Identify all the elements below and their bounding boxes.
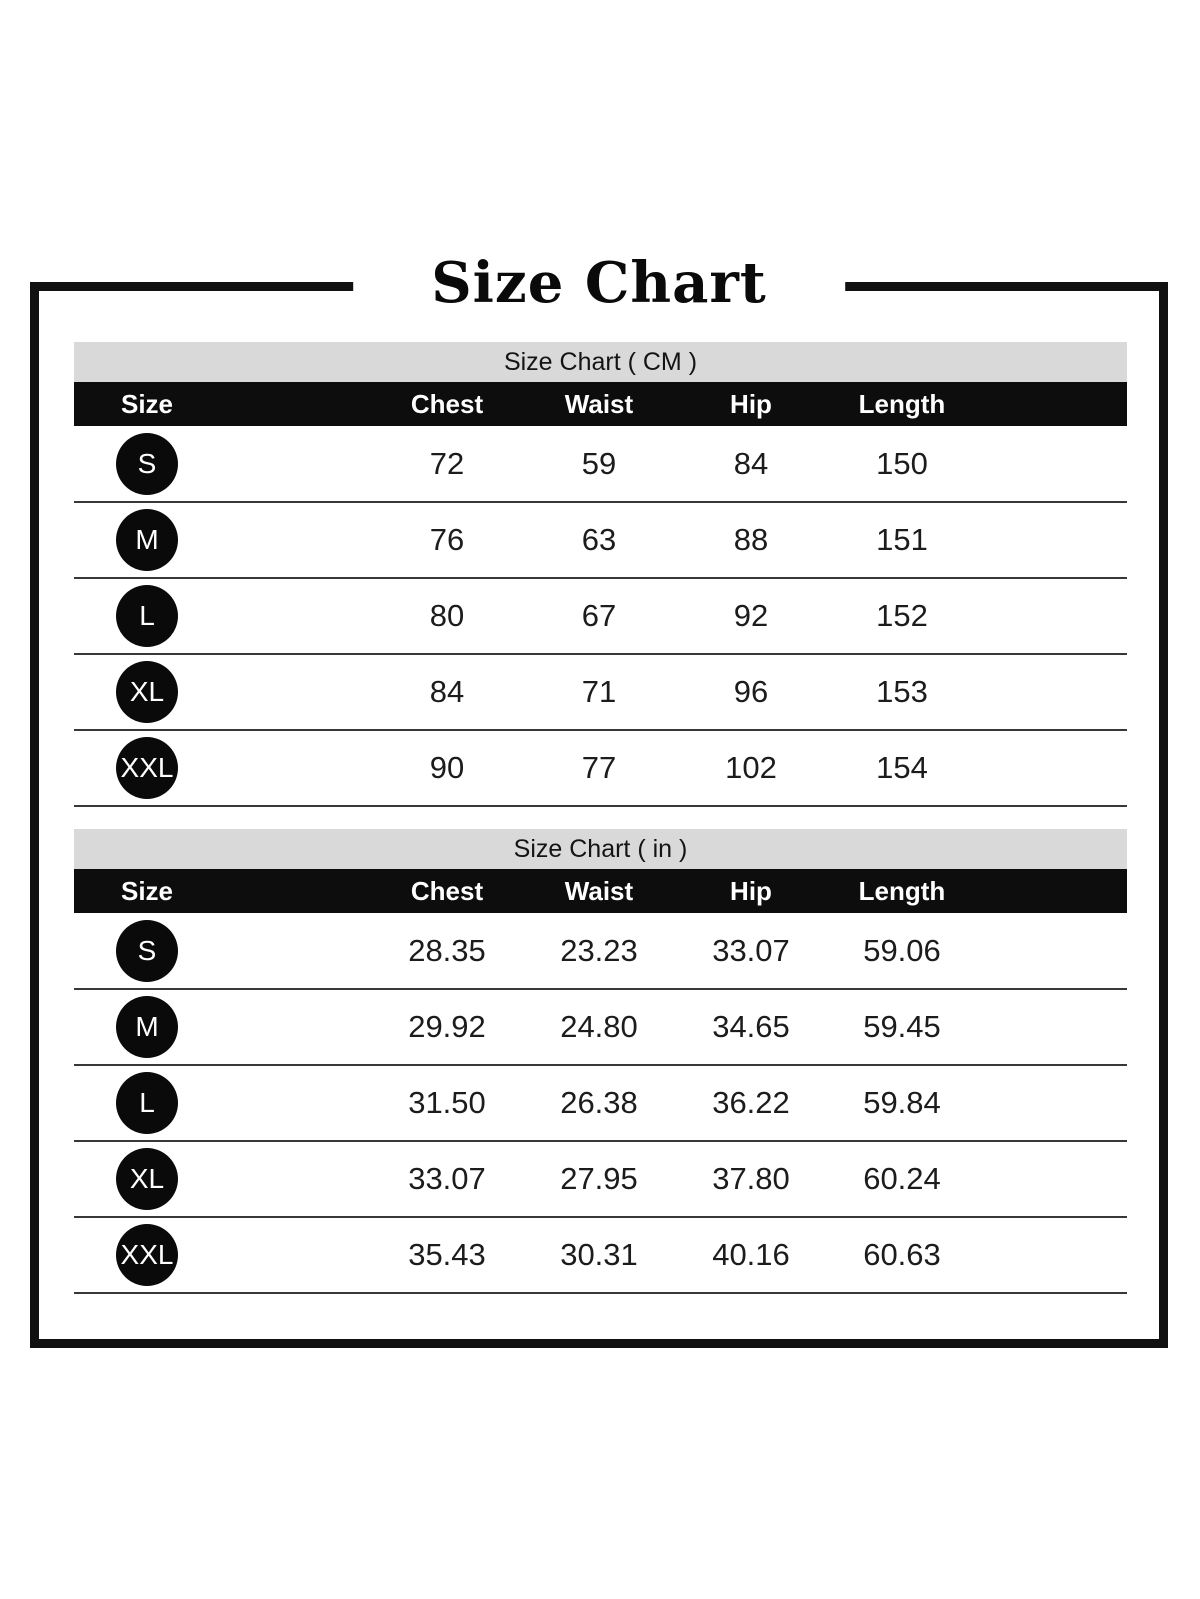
- size-badge: XL: [116, 661, 178, 723]
- column-header-hip: Hip: [730, 875, 772, 906]
- table-row: [74, 989, 1127, 1065]
- spacer-cell: [977, 730, 1127, 806]
- size-badge: M: [116, 996, 178, 1058]
- column-header-length: Length: [858, 875, 946, 906]
- size-cell: [74, 654, 220, 730]
- size-cell: [74, 1217, 220, 1293]
- value-cell: 34.65: [712, 1009, 790, 1044]
- spacer-cell: [220, 913, 371, 989]
- column-header-hip: Hip: [730, 388, 772, 419]
- size-badge: S: [116, 433, 178, 495]
- value-cell: 35.43: [408, 1237, 486, 1272]
- column-header-size: Size: [120, 388, 174, 419]
- table-caption-cm: Size Chart ( CM ): [74, 342, 1127, 382]
- spacer-cell: [220, 578, 371, 654]
- size-badge: M: [116, 509, 178, 571]
- tables-container: [39, 291, 1159, 1294]
- value-cell: 59.06: [863, 932, 941, 968]
- value-cell: 71: [581, 674, 617, 709]
- size-badge: XXL: [116, 737, 178, 799]
- size-cell: [74, 578, 220, 654]
- column-header-chest: Chest: [410, 388, 484, 419]
- value-cell: 33.07: [712, 932, 790, 968]
- size-chart-in-section: [74, 829, 1127, 1294]
- column-spacer: [220, 382, 371, 426]
- value-cell: 37.80: [712, 1161, 790, 1196]
- size-badge: L: [116, 585, 178, 647]
- column-spacer: [977, 382, 1127, 426]
- value-cell: 92: [733, 598, 769, 633]
- value-cell: 84: [733, 445, 769, 481]
- column-spacer: [220, 869, 371, 913]
- table-row: [74, 1065, 1127, 1141]
- size-badge: L: [116, 1072, 178, 1134]
- value-cell: 26.38: [560, 1085, 638, 1120]
- size-chart-cm-table: [74, 382, 1127, 807]
- size-cell: [74, 502, 220, 578]
- spacer-cell: [977, 1141, 1127, 1217]
- spacer-cell: [977, 654, 1127, 730]
- size-cell: [74, 1141, 220, 1217]
- column-header-length: Length: [858, 388, 946, 419]
- spacer-cell: [977, 1065, 1127, 1141]
- value-cell: 150: [876, 445, 928, 481]
- value-cell: 29.92: [408, 1009, 486, 1044]
- column-header-chest: Chest: [410, 875, 484, 906]
- spacer-cell: [220, 1217, 371, 1293]
- table-row: [74, 1141, 1127, 1217]
- size-cell: [74, 1065, 220, 1141]
- value-cell: 67: [581, 598, 617, 633]
- size-chart-cm-section: [74, 342, 1127, 807]
- spacer-cell: [977, 989, 1127, 1065]
- spacer-cell: [977, 578, 1127, 654]
- spacer-cell: [977, 502, 1127, 578]
- value-cell: 24.80: [560, 1009, 638, 1044]
- table-row: [74, 1217, 1127, 1293]
- value-cell: 151: [876, 522, 928, 557]
- header-row: [74, 382, 1127, 426]
- value-cell: 152: [876, 598, 928, 633]
- value-cell: 60.24: [863, 1161, 941, 1196]
- size-chart-in-table: [74, 869, 1127, 1294]
- value-cell: 36.22: [712, 1085, 790, 1120]
- value-cell: 72: [429, 445, 465, 481]
- value-cell: 80: [429, 598, 465, 633]
- size-badge: XL: [116, 1148, 178, 1210]
- value-cell: 153: [876, 674, 928, 709]
- size-chart-frame: [30, 250, 1168, 1348]
- size-cell: [74, 426, 220, 502]
- value-cell: 33.07: [408, 1161, 486, 1196]
- value-cell: 63: [581, 522, 617, 557]
- spacer-cell: [220, 426, 371, 502]
- table-row: [74, 426, 1127, 502]
- value-cell: 90: [429, 750, 465, 785]
- value-cell: 84: [429, 674, 465, 709]
- size-badge: S: [116, 920, 178, 982]
- table-row: [74, 730, 1127, 806]
- page-title: Size Chart: [353, 251, 845, 315]
- table-row: [74, 654, 1127, 730]
- table-row: [74, 913, 1127, 989]
- column-header-waist: Waist: [564, 875, 634, 906]
- value-cell: 77: [581, 750, 617, 785]
- table-caption-in: Size Chart ( in ): [74, 829, 1127, 869]
- table-row: [74, 578, 1127, 654]
- size-cell: [74, 989, 220, 1065]
- value-cell: 102: [725, 750, 777, 785]
- size-cell: [74, 730, 220, 806]
- value-cell: 40.16: [712, 1237, 790, 1272]
- spacer-cell: [220, 730, 371, 806]
- spacer-cell: [220, 1141, 371, 1217]
- value-cell: 96: [733, 674, 769, 709]
- value-cell: 59.84: [863, 1085, 941, 1120]
- value-cell: 30.31: [560, 1237, 638, 1272]
- value-cell: 59: [581, 445, 617, 481]
- table-row: [74, 502, 1127, 578]
- value-cell: 59.45: [863, 1009, 941, 1044]
- value-cell: 76: [429, 522, 465, 557]
- spacer-cell: [220, 502, 371, 578]
- value-cell: 27.95: [560, 1161, 638, 1196]
- header-row: [74, 869, 1127, 913]
- spacer-cell: [220, 1065, 371, 1141]
- value-cell: 60.63: [863, 1237, 941, 1272]
- column-header-size: Size: [120, 875, 174, 906]
- spacer-cell: [977, 1217, 1127, 1293]
- value-cell: 88: [733, 522, 769, 557]
- spacer-cell: [977, 913, 1127, 989]
- spacer-cell: [220, 989, 371, 1065]
- value-cell: 28.35: [408, 932, 486, 968]
- column-spacer: [977, 869, 1127, 913]
- value-cell: 23.23: [560, 932, 638, 968]
- value-cell: 154: [876, 750, 928, 785]
- spacer-cell: [977, 426, 1127, 502]
- value-cell: 31.50: [408, 1085, 486, 1120]
- column-header-waist: Waist: [564, 388, 634, 419]
- size-badge: XXL: [116, 1224, 178, 1286]
- size-cell: [74, 913, 220, 989]
- spacer-cell: [220, 654, 371, 730]
